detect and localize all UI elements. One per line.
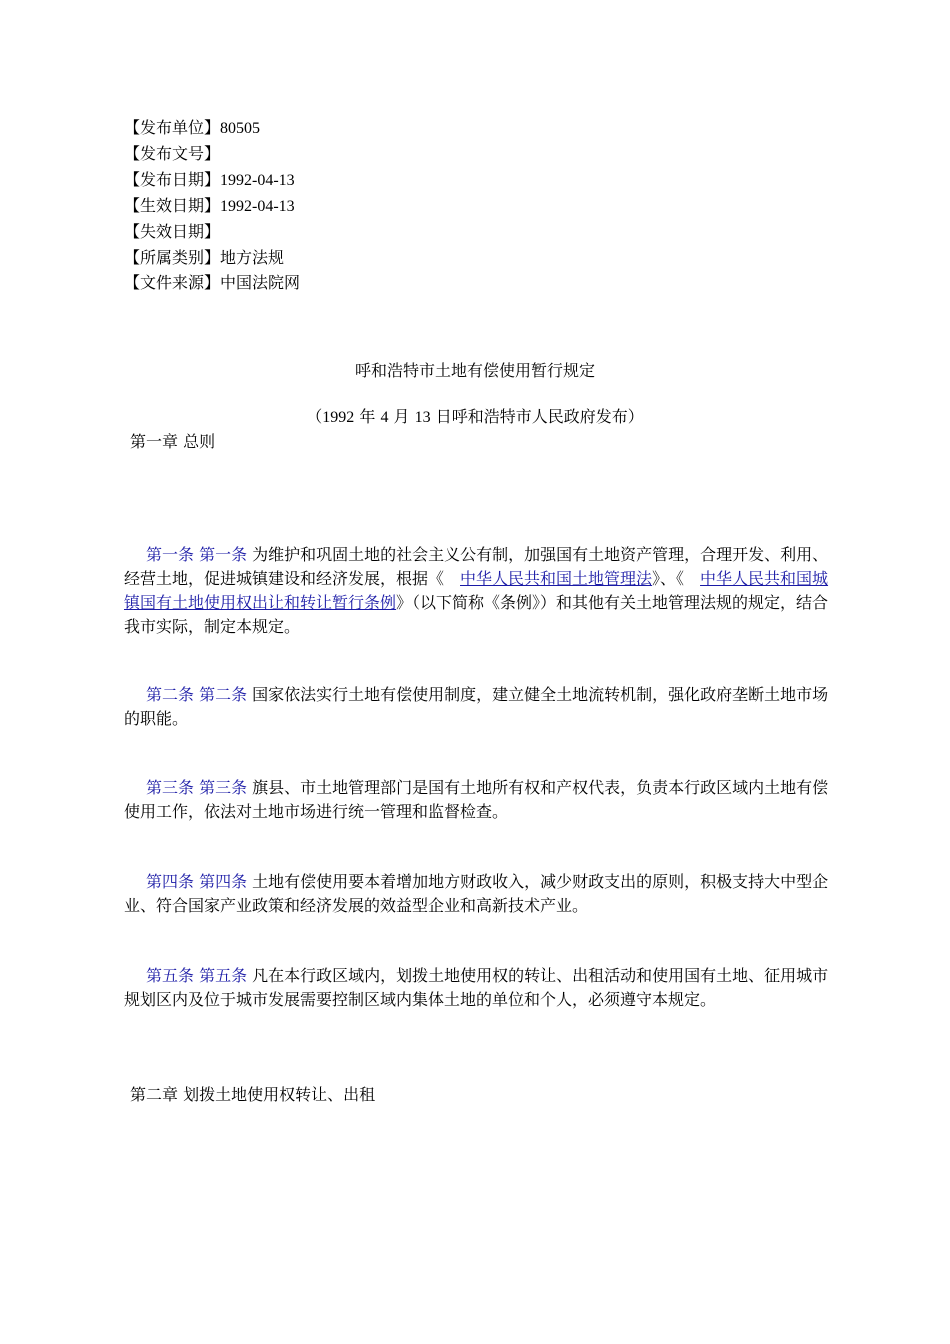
article-label[interactable]: 第五条 第五条 xyxy=(146,966,248,985)
meta-effdate xyxy=(124,193,300,219)
subtitle-yue: 月 xyxy=(393,407,410,426)
meta-category xyxy=(124,245,300,270)
article-4 xyxy=(124,870,836,918)
article-5 xyxy=(124,964,836,1012)
subtitle-day: 13 xyxy=(414,409,431,426)
article-text: 土地有偿使用要本着增加地方财政收入，减少财政支出的原则，积极支持大中型企业、符合国家产业政策和经济发展的效益型企业和高新技术产业。 xyxy=(124,872,829,915)
subtitle-year: 1992 xyxy=(322,409,355,426)
subtitle-nian: 年 xyxy=(359,407,376,426)
article-text: 旗县、市土地管理部门是国有土地所有权和产权代表，负责本行政区域内土地有偿使用工作，依法对土地市场进行统一管理和监督检查。 xyxy=(124,778,829,821)
meta-pubdate-value: 1992-04-13 xyxy=(220,172,295,189)
meta-pubdate-label: 【发布日期】 xyxy=(124,170,221,189)
article-text: 凡在本行政区域内，划拨土地使用权的转让、出租活动和使用国有土地、征用城市规划区内及位于城市发展需要控制区域内集体土地的单位和个人，必须遵守本规定。 xyxy=(124,966,829,1009)
meta-docno xyxy=(124,141,300,167)
meta-category-value: 地方法规 xyxy=(220,248,285,267)
meta-expdate xyxy=(124,219,300,245)
meta-effdate-label: 【生效日期】 xyxy=(124,196,221,215)
article-text: 为维护和巩固土地的社会主义公有制，加强国有土地资产管理，合理开发、利用、经营土地，促进城镇建设和经济发展，根据《 xyxy=(124,545,829,588)
article-label[interactable]: 第一条 第一条 xyxy=(146,545,248,564)
chapter-heading-1: 第一章 总则 xyxy=(130,432,216,451)
meta-source-value: 中国法院网 xyxy=(220,273,301,292)
meta-issuer-value: 80505 xyxy=(220,120,261,137)
article-1 xyxy=(124,543,836,639)
meta-expdate-label: 【失效日期】 xyxy=(124,222,221,241)
subtitle-open: （ xyxy=(306,407,323,426)
meta-category-label: 【所属类别】 xyxy=(124,248,221,267)
meta-source-label: 【文件来源】 xyxy=(124,273,221,292)
meta-issuer xyxy=(124,115,300,141)
article-text: 国家依法实行土地有偿使用制度，建立健全土地流转机制，强化政府垄断土地市场的职能。 xyxy=(124,685,829,728)
meta-docno-label: 【发布文号】 xyxy=(124,144,221,163)
document-metadata xyxy=(124,115,300,295)
document-subtitle xyxy=(0,404,950,427)
document-title: 呼和浩特市土地有偿使用暂行规定 xyxy=(354,361,595,380)
article-label[interactable]: 第四条 第四条 xyxy=(146,872,248,891)
law-link-land-management-act[interactable]: 中华人民共和国土地管理法 xyxy=(460,569,653,588)
meta-effdate-value: 1992-04-13 xyxy=(220,198,295,215)
article-3 xyxy=(124,776,836,824)
meta-pubdate xyxy=(124,167,300,193)
article-2 xyxy=(124,683,836,731)
law-link-urban-land-regulations[interactable]: 中华人民共和国城镇国有土地使用权出让和转让暂行条例 xyxy=(124,569,829,612)
article-label[interactable]: 第二条 第二条 xyxy=(146,685,248,704)
article-text: 》（以下简称《条例》）和其他有关土地管理法规的规定，结合我市实际，制定本规定。 xyxy=(124,593,829,636)
meta-source xyxy=(124,270,300,295)
article-label[interactable]: 第三条 第三条 xyxy=(146,778,248,797)
subtitle-rest: 日呼和浩特市人民政府发布） xyxy=(435,407,644,426)
meta-issuer-label: 【发布单位】 xyxy=(124,118,221,137)
subtitle-month: 4 xyxy=(380,409,389,426)
article-text: 》、《 xyxy=(652,569,701,588)
chapter-heading-2: 第二章 划拨土地使用权转让、出租 xyxy=(130,1085,376,1104)
